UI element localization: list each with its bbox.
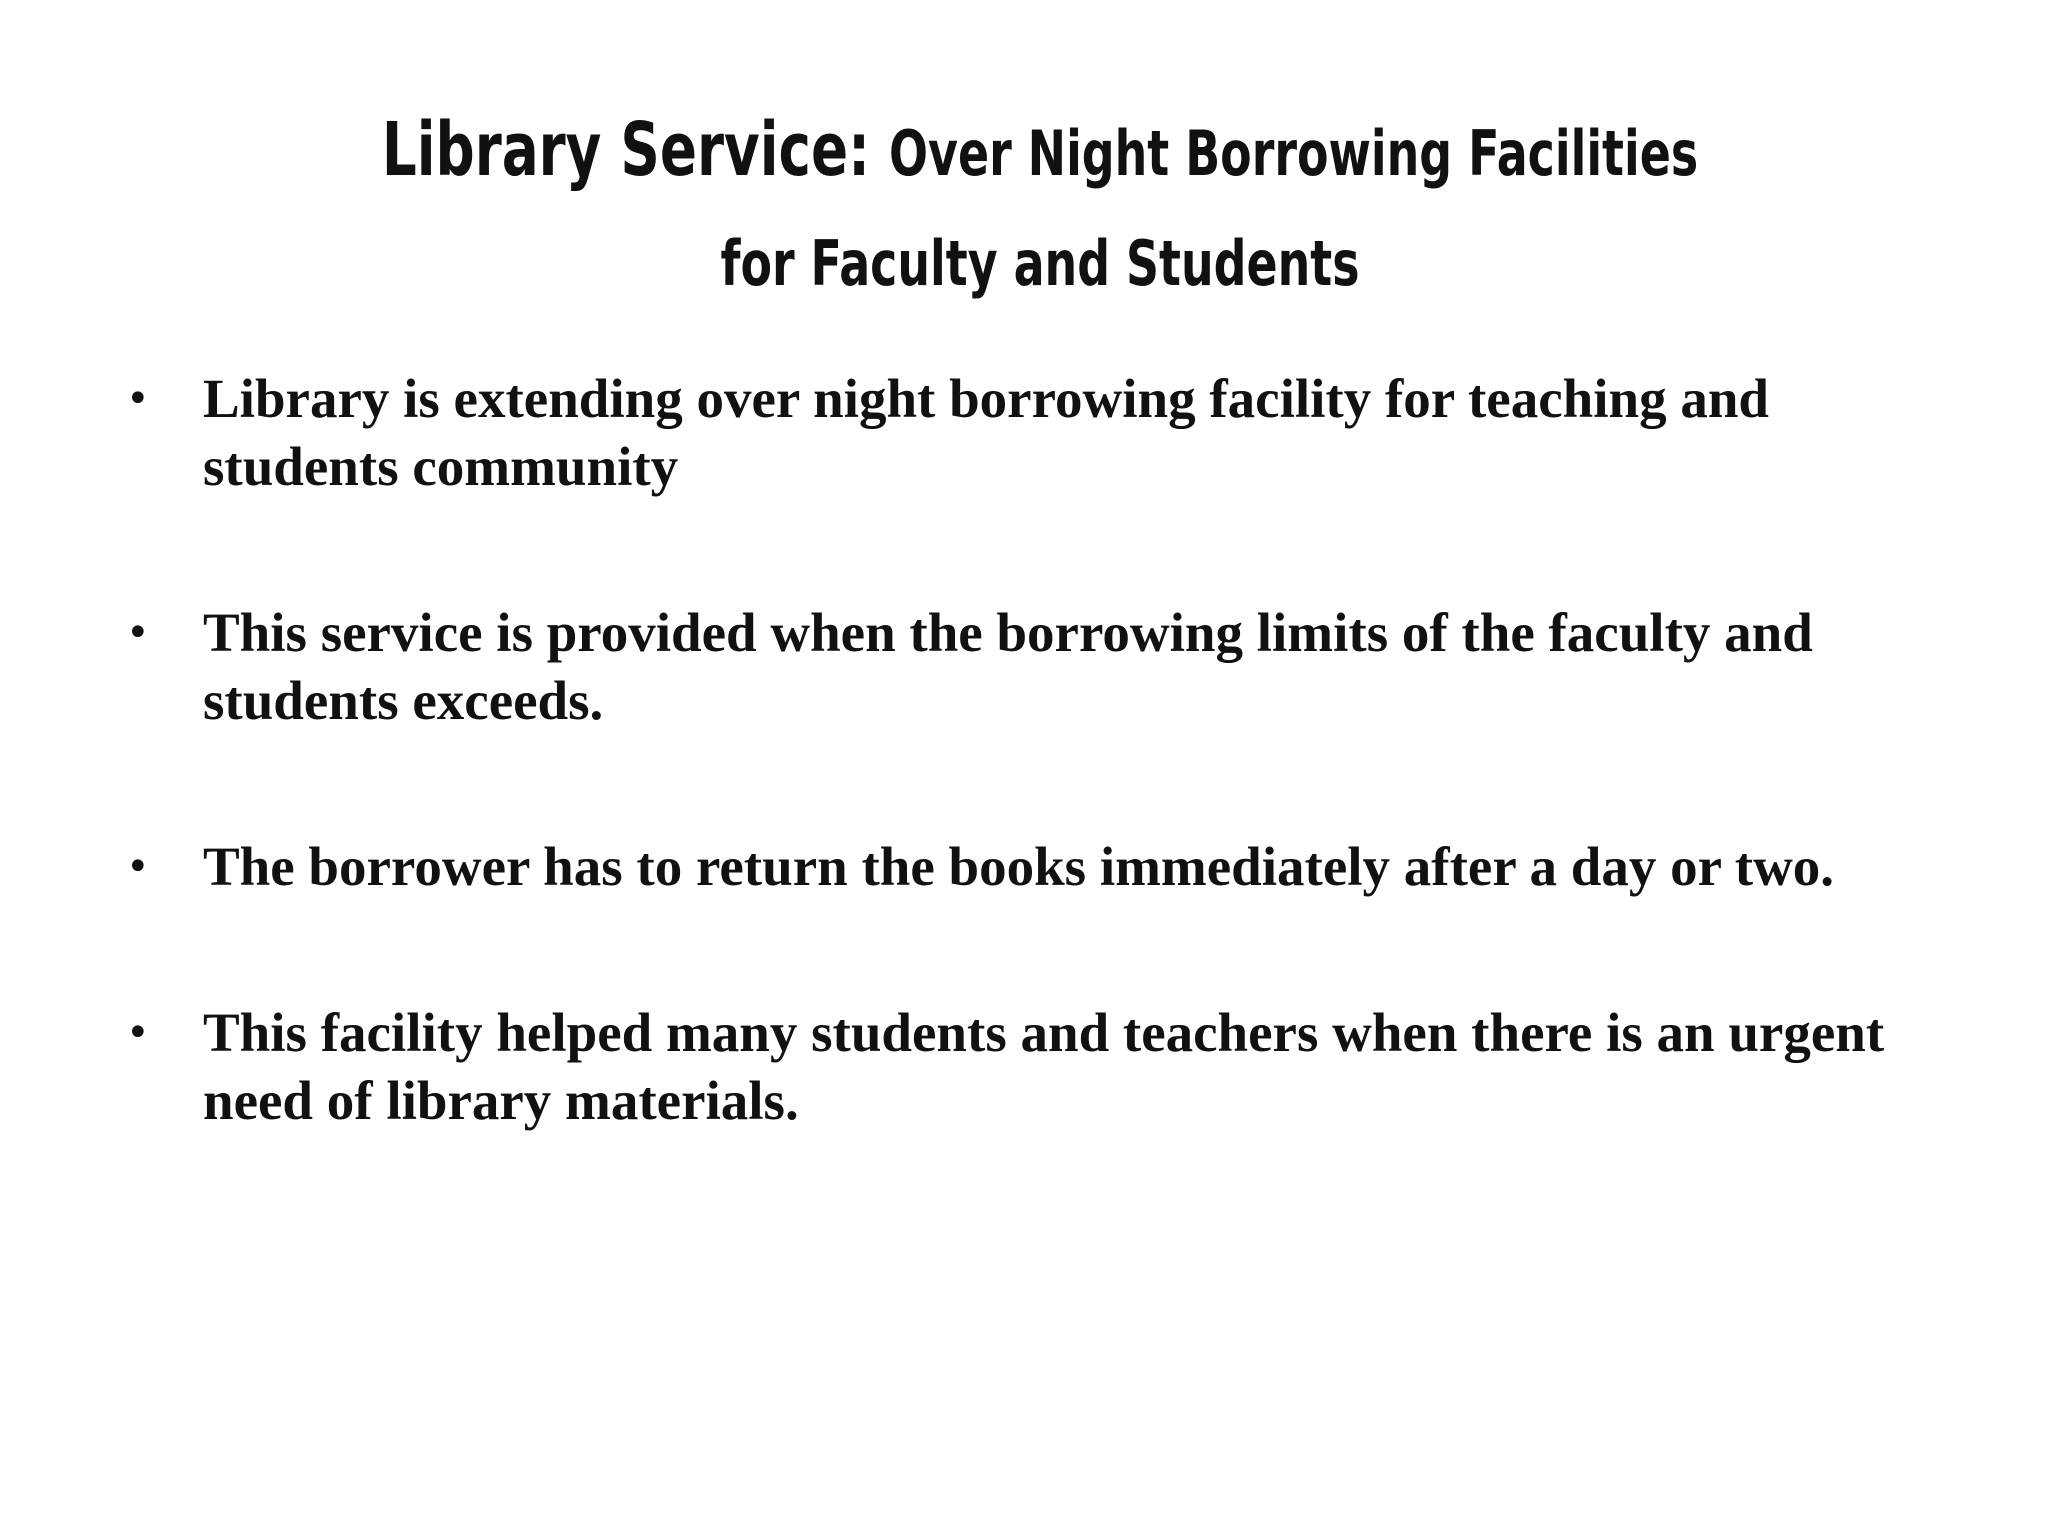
bullet-item bbox=[118, 833, 1918, 901]
bullet-text: This service is provided when the borrowing limits of the faculty and students exceeds. bbox=[203, 602, 1813, 731]
bullet-icon: • bbox=[126, 844, 150, 890]
bullet-icon: • bbox=[126, 610, 150, 656]
bullet-text: The borrower has to return the books immediately after a day or two. bbox=[203, 836, 1835, 897]
slide-title-sub: Over Night Borrowing Facilities for Faculty and Students bbox=[720, 117, 1699, 300]
bullet-text: This facility helped many students and teachers when there is an urgent need of library materials. bbox=[203, 1002, 1885, 1131]
bullet-icon: • bbox=[126, 376, 150, 422]
bullet-item bbox=[118, 599, 1918, 735]
bullet-icon: • bbox=[126, 1010, 150, 1056]
bullet-item bbox=[118, 365, 1918, 501]
slide-title-main: Library Service: bbox=[381, 107, 890, 193]
slide-title bbox=[381, 100, 1698, 324]
bullet-item bbox=[118, 999, 1918, 1135]
bullet-list bbox=[118, 365, 1918, 1233]
bullet-text: Library is extending over night borrowing facility for teaching and students community bbox=[203, 368, 1769, 497]
